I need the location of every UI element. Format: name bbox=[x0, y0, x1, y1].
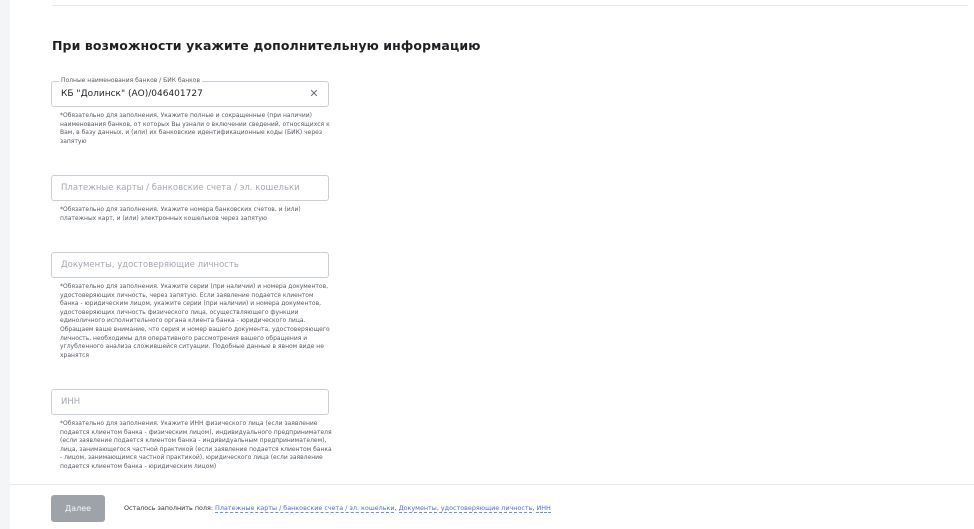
cards-field[interactable] bbox=[51, 175, 329, 201]
inn-field[interactable] bbox=[51, 389, 329, 415]
documents-field[interactable] bbox=[51, 252, 329, 278]
inn-input[interactable] bbox=[52, 390, 328, 414]
remaining-separator: , bbox=[394, 504, 397, 512]
remaining-fields bbox=[124, 504, 551, 513]
section-title: При возможности укажите дополнительную информацию bbox=[52, 38, 481, 53]
remaining-link-inn[interactable]: ИНН bbox=[536, 504, 551, 512]
banks-field[interactable] bbox=[51, 77, 329, 107]
next-button[interactable]: Далее bbox=[51, 495, 105, 522]
inn-field-hint: *Обязательно для заполнения. Укажите ИНН физического лица (если заявление подается клиентом банка - физическим лицом), индивидуального предпринимателя (если заявление подается клиентом банка - индивидуальным предпринимателем), лица, занимающегося частной практикой (если заявление подается клиентом банка - лицом, занимающимся частной практикой), юридического лица (если заявление подается клиентом банка - юридическим лицом) bbox=[60, 420, 332, 470]
banks-field-hint: *Обязательно для заполнения. Укажите полные и сокращенные (при наличии) наименования банков, от которых Вы узнали о включении сведений, относящихся к Вам, в базу данных, и (или) их банковские идентификационные коды (БИК) через запятую bbox=[60, 112, 330, 145]
remaining-fields-label: Осталось заполнить поля: bbox=[124, 504, 213, 512]
cards-input[interactable] bbox=[52, 176, 328, 200]
remaining-link-cards[interactable]: Платежные карты / банковские счета / эл. кошельки bbox=[215, 504, 395, 512]
remaining-separator: , bbox=[532, 504, 535, 512]
close-icon[interactable]: ✕ bbox=[309, 87, 319, 100]
documents-input[interactable] bbox=[52, 253, 328, 277]
documents-field-hint: *Обязательно для заполнения. Укажите серии (при наличии) и номера документов, удостоверяющих личность, через запятую. Если заявление подается клиентом банка - юридическим лицом, укажите серии (при наличии) и номера документов, удостоверяющих личность физического лица, осуществляющего функции единоличного исполнительного органа клиента банка - юридического лица. Обращаем ваше внимание, что серия и номер вашего документа, удостоверяющего личность, необходимы для оперативного рассмотрения вашего обращения и углубленного анализа сложившейся ситуации. Подобные данные в явном виде не хранятся bbox=[60, 283, 330, 359]
top-divider bbox=[52, 5, 968, 6]
banks-field-value[interactable]: КБ "Долинск" (АО)/046401727 bbox=[61, 89, 203, 99]
footer-divider bbox=[10, 484, 974, 485]
remaining-link-documents[interactable]: Документы, удостоверяющие личность bbox=[398, 504, 533, 512]
cards-field-hint: *Обязательно для заполнения. Укажите номера банковских счетов, и (или) платежных карт, и (или) электронных кошельков через запятую bbox=[60, 206, 301, 222]
left-gutter bbox=[0, 0, 10, 529]
banks-field-label: Полные наименования банков / БИК банков bbox=[61, 77, 201, 84]
